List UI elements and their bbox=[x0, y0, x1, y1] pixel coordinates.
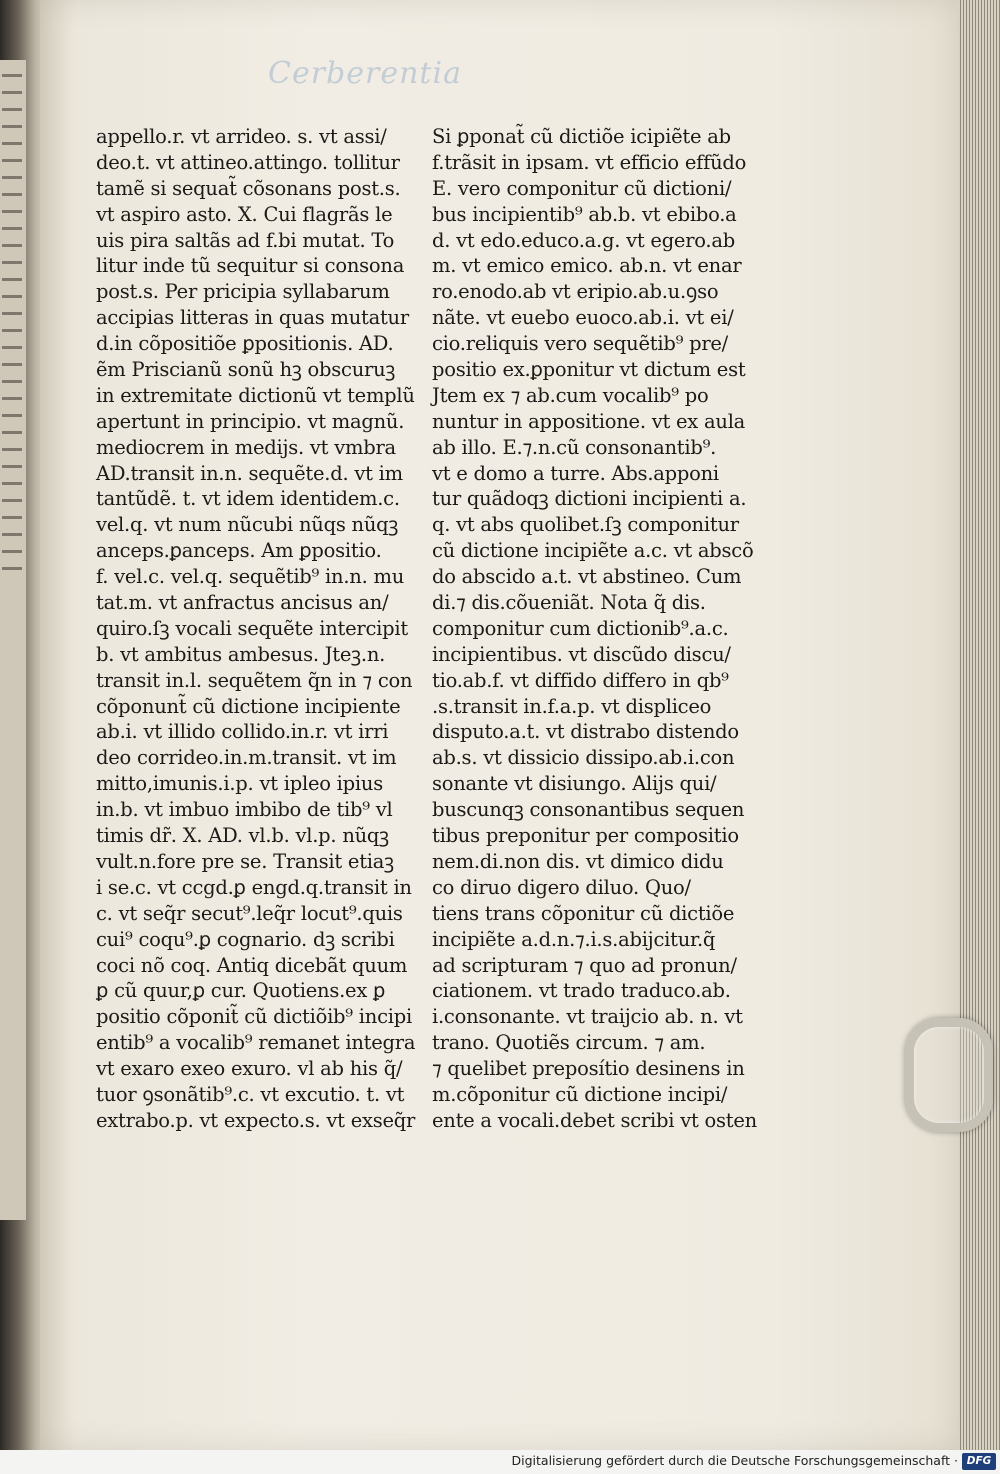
text-line: tio.ab.f. vt diffido differo in qb⁹ bbox=[432, 668, 729, 692]
text-line: trano. Quotiẽs circum. ⁊ am. bbox=[432, 1031, 706, 1055]
text-line: post.s. Per pricipia syllabarum bbox=[96, 280, 390, 304]
text-line: bus incipientib⁹ ab.b. vt ebibo.a bbox=[432, 202, 737, 226]
text-line: f.trãsit in ipsam. vt efficio effũdo bbox=[432, 150, 747, 174]
text-line: Jtem ex ⁊ ab.cum vocalib⁹ po bbox=[432, 383, 709, 407]
text-line: in.b. vt imbuo imbibo de tib⁹ vl bbox=[96, 798, 393, 822]
text-line: nuntur in appositione. vt ex aula bbox=[432, 409, 746, 433]
text-line: tat.m. vt anfractus ancisus an/ bbox=[96, 591, 389, 615]
text-line: ab.s. vt dissicio dissipo.ab.i.con bbox=[432, 746, 735, 770]
text-line: cio.reliquis vero sequẽtib⁹ pre/ bbox=[432, 332, 729, 356]
text-line: extrabo.p. vt expecto.s. vt exseq̃r bbox=[96, 1108, 416, 1132]
text-line: in extremitate dictionũ vt templũ bbox=[96, 383, 415, 407]
text-line: deo.t. vt attineo.attingo. tollitur bbox=[96, 150, 400, 174]
text-line: anceps.ꝑanceps. Am ꝑpositio. bbox=[96, 539, 382, 563]
text-line: quiro.ſꝫ vocali sequẽte intercipit bbox=[96, 616, 408, 640]
text-column-left bbox=[96, 124, 432, 1134]
funding-credit: Digitalisierung gefördert durch die Deutsche Forschungsgemeinschaft · bbox=[511, 1453, 958, 1468]
text-line: .s.transit in.f.a.p. vt displiceo bbox=[432, 694, 712, 718]
text-line: d. vt edo.educo.a.g. vt egero.ab bbox=[432, 228, 735, 252]
dfg-logo[interactable]: DFG bbox=[962, 1453, 996, 1470]
text-line: tur quãdoqꝫ dictioni incipienti a. bbox=[432, 487, 747, 511]
text-line: ad scripturam ⁊ quo ad pronun/ bbox=[432, 953, 737, 977]
text-line: incipientibus. vt discũdo discu/ bbox=[432, 642, 731, 666]
text-line: vt aspiro asto. X. Cui flagrãs le bbox=[96, 202, 393, 226]
text-line: componitur cum dictionib⁹.a.c. bbox=[432, 616, 729, 640]
text-line: ro.enodo.ab vt eripio.ab.u.ꝯso bbox=[432, 280, 719, 304]
text-line: vt e domo a turre. Abs.apponi bbox=[432, 461, 719, 485]
text-line: i.consonante. vt traijcio ab. n. vt bbox=[432, 1005, 743, 1029]
text-line: vt exaro exeo exuro. vl ab his q̃/ bbox=[96, 1057, 403, 1081]
text-column-right bbox=[432, 124, 772, 1134]
text-line: f. vel.c. vel.q. sequẽtib⁹ in.n. mu bbox=[96, 565, 405, 589]
text-line: nãte. vt euebo euoco.ab.i. vt ei/ bbox=[432, 306, 734, 330]
text-line: ⁊ quelibet preposítio desinens in bbox=[432, 1057, 745, 1081]
text-line: ab illo. E.⁊.n.cũ consonantib⁹. bbox=[432, 435, 717, 459]
text-line: mitto,imunis.i.p. vt ipleo ipius bbox=[96, 772, 383, 796]
text-line: sonante vt disiungo. Alijs qui/ bbox=[432, 772, 717, 796]
text-line: c. vt seq̃r secut⁹.leq̃r locut⁹.quis bbox=[96, 901, 403, 925]
text-line: tantũdẽ. t. vt idem identidem.c. bbox=[96, 487, 400, 511]
text-line: Si ꝑponat̃ cũ dictiõe icipiẽte ab bbox=[432, 125, 731, 148]
text-line: uis pira saltãs ad f.bi mutat. To bbox=[96, 228, 395, 252]
footer-bar bbox=[0, 1450, 1000, 1474]
text-line: litur inde tũ sequitur si consona bbox=[96, 254, 405, 278]
text-line: m.cõponitur cũ dictione incipi/ bbox=[432, 1082, 728, 1106]
text-line: cui⁹ coqu⁹.ꝑ cognario. dꝫ scribi bbox=[96, 927, 395, 951]
text-line: vel.q. vt num nũcubi nũqs nũqꝫ bbox=[96, 513, 399, 537]
text-line: buscunqꝫ consonantibus sequen bbox=[432, 798, 745, 822]
text-line: AD.transit in.n. sequẽte.d. vt im bbox=[96, 461, 403, 485]
text-line: coci nõ coq. Antiq dicebãt quum bbox=[96, 953, 408, 977]
text-line: ꝑ cũ quur,ꝑ cur. Quotiens.ex ꝑ bbox=[96, 979, 386, 1003]
text-line: positio ex.ꝑponitur vt dictum est bbox=[432, 358, 746, 382]
text-line: E. vero componitur cũ dictioni/ bbox=[432, 176, 732, 200]
text-line: q. vt abs quolibet.ſꝫ componitur bbox=[432, 513, 739, 537]
text-line: transit in.l. sequẽtem q̃n in ⁊ con bbox=[96, 668, 413, 692]
text-line: appello.r. vt arrideo. s. vt assi/ bbox=[96, 125, 387, 148]
text-line: deo corrideo.in.m.transit. vt im bbox=[96, 746, 397, 770]
text-line: b. vt ambitus ambesus. Jteꝫ.n. bbox=[96, 642, 386, 666]
text-line: entib⁹ a vocalib⁹ remanet integra bbox=[96, 1031, 416, 1055]
text-line: disputo.a.t. vt distrabo distendo bbox=[432, 720, 739, 744]
text-line: nem.di.non dis. vt dimico didu bbox=[432, 849, 724, 873]
text-line: cũ dictione incipiẽte a.c. vt abscõ bbox=[432, 539, 754, 563]
text-line: tibus preponitur per compositio bbox=[432, 824, 739, 848]
text-line: vult.n.fore pre se. Transit etiaꝫ bbox=[96, 849, 394, 873]
text-line: accipias litteras in quas mutatur bbox=[96, 306, 409, 330]
text-line: d.in cõpositiõe ꝑpositionis. AD. bbox=[96, 332, 394, 356]
text-line: di.⁊ dis.cõueniãt. Nota q̃ dis. bbox=[432, 591, 706, 615]
text-line: positio cõponit̃ cũ dictiõib⁹ incipi bbox=[96, 1005, 412, 1029]
book-clip bbox=[905, 1018, 993, 1132]
text-line: tiens trans cõponitur cũ dictiõe bbox=[432, 901, 735, 925]
text-line: m. vt emico emico. ab.n. vt enar bbox=[432, 254, 742, 278]
stamp-bleed-through: Cerberentia bbox=[268, 56, 462, 91]
text-line: ciationem. vt trado traduco.ab. bbox=[432, 979, 731, 1003]
text-line: cõponunt̃ cũ dictione incipiente bbox=[96, 694, 401, 718]
text-line: do abscido a.t. vt abstineo. Cum bbox=[432, 565, 742, 589]
text-line: ente a vocali.debet scribi vt osten bbox=[432, 1108, 757, 1132]
text-line: mediocrem in medijs. vt vmbra bbox=[96, 435, 396, 459]
text-line: co diruo digero diluo. Quo/ bbox=[432, 875, 691, 899]
left-page-fragment bbox=[0, 60, 26, 1220]
page-stack-edge bbox=[958, 0, 1000, 1450]
text-line: tuor ꝯsonãtib⁹.c. vt excutio. t. vt bbox=[96, 1082, 405, 1106]
text-line: ab.i. vt illido collido.in.r. vt irri bbox=[96, 720, 389, 744]
text-line: timis dr̃. X. AD. vl.b. vl.p. nũqꝫ bbox=[96, 824, 389, 848]
text-line: ẽm Priscianũ sonũ hꝫ obscuruꝫ bbox=[96, 358, 396, 382]
text-line: tamẽ si sequat̃ cõsonans post.s. bbox=[96, 176, 401, 200]
text-line: incipiẽte a.d.n.⁊.i.s.abijcitur.q̃ bbox=[432, 927, 716, 951]
text-line: apertunt in principio. vt magnũ. bbox=[96, 409, 405, 433]
text-line: i se.c. vt ccgd.ꝑ engd.q.transit in bbox=[96, 875, 412, 899]
